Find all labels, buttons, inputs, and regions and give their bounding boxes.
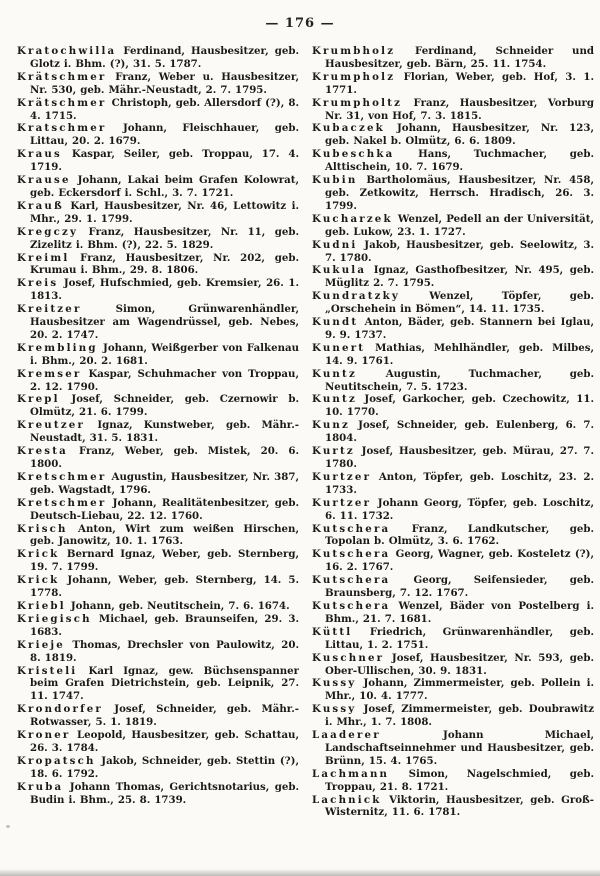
directory-entry: Krondorfer Josef, Schneider, geb. Mähr.-Rotwasser, 5. 1. 1819. xyxy=(17,703,299,729)
entry-surname: Krause xyxy=(17,174,71,187)
directory-entry: Kubin Bartholomäus, Hausbesitzer, Nr. 458, geb. Zetkowitz, Herrsch. Hradisch, 26. 3. 1799. xyxy=(312,174,594,212)
directory-entry: Krätschmer Franz, Weber u. Hausbesitzer, Nr. 530, geb. Mähr.-Neustadt, 2. 7. 1795. xyxy=(17,70,299,96)
entry-surname: Kresta xyxy=(17,445,68,458)
entry-surname: Kuschner xyxy=(312,651,385,664)
directory-entry: Kutschera Georg, Seifensieder, geb. Braunsberg, 7. 12. 1767. xyxy=(312,574,594,600)
entry-surname: Kroner xyxy=(17,729,71,742)
entry-surname: Kristeli xyxy=(17,664,78,677)
entry-surname: Kudni xyxy=(312,238,358,251)
directory-entry: Kriebl Johann, geb. Neutitschein, 7. 6. 1674. xyxy=(17,599,290,612)
entry-surname: Kutschera xyxy=(312,599,391,612)
entry-surname: Kundt xyxy=(312,316,359,329)
directory-entry: Kreiml Franz, Hausbesitzer, Nr. 202, geb. Krumau i. Bhm., 29. 8. 1806. xyxy=(17,251,299,277)
directory-entry: Kubeschka Hans, Tuchmacher, geb. Alttischein, 10. 7. 1679. xyxy=(312,148,594,174)
entry-surname: Kreitzer xyxy=(17,303,82,316)
entry-surname: Lachnick xyxy=(312,793,382,806)
directory-entry: Kunz Josef, Schneider, geb. Eulenberg, 6. 7. 1804. xyxy=(312,419,594,445)
directory-entry: Kreitzer Simon, Grünwarenhändler, Hausbesitzer am Wagendrüssel, geb. Nebes, 20. 2. 1747. xyxy=(17,303,299,341)
entry-surname: Kurtzer xyxy=(312,470,372,483)
directory-entry: Krisch Anton, Wirt zum weißen Hirschen, geb. Janowitz, 10. 1. 1763. xyxy=(17,522,299,548)
entry-surname: Krauß xyxy=(17,199,64,212)
entry-surname: Kundratzky xyxy=(312,290,401,303)
directory-entry: Kratochwilla Ferdinand, Hausbesitzer, geb. Glotz i. Bhm. (?), 31. 5. 1787. xyxy=(17,45,299,70)
directory-entry: Kutschera Franz, Landkutscher, geb. Topolan b. Olmütz, 3. 6. 1762. xyxy=(312,522,594,548)
entry-surname: Kropatsch xyxy=(17,754,96,767)
directory-entry: Lachnick Viktorin, Hausbesitzer, geb. Groß-Wisternitz, 11. 6. 1781. xyxy=(312,793,594,819)
entry-surname: Kutschera xyxy=(312,574,391,587)
directory-entry: Kropatsch Jakob, Schneider, geb. Stettin (?), 18. 6. 1792. xyxy=(17,754,299,780)
entry-surname: Krisch xyxy=(17,522,68,535)
entry-surname: Kutschera xyxy=(312,522,391,535)
entry-surname: Kubin xyxy=(312,174,358,187)
entry-surname: Kratschmer xyxy=(17,122,107,135)
text-columns xyxy=(0,31,600,857)
entry-surname: Kunz xyxy=(312,419,351,432)
directory-entry: Kretschmer Johann, Realitätenbesitzer, geb. Deutsch-Liebau, 22. 12. 1760. xyxy=(17,496,299,522)
entry-surname: Kunert xyxy=(312,341,366,354)
directory-entry: Kraus Kaspar, Seiler, geb. Troppau, 17. 4. 1719. xyxy=(17,148,299,174)
directory-entry: Kriegisch Michael, geb. Braunseifen, 29. 3. 1683. xyxy=(17,612,299,638)
directory-entry: Kreis Josef, Hufschmied, geb. Kremsier, 26. 1. 1813. xyxy=(17,277,299,303)
directory-entry: Kudni Jakob, Hausbesitzer, geb. Seelowitz, 3. 7. 1780. xyxy=(312,238,594,264)
entry-surname: Kurtzer xyxy=(312,496,372,509)
entry-surname: Krumpholtz xyxy=(312,96,403,109)
entry-surname: Laaderer xyxy=(312,729,381,742)
entry-surname: Kubaczek xyxy=(312,122,385,135)
entry-surname: Kratochwilla xyxy=(17,45,117,57)
directory-entry: Kubaczek Johann, Hausbesitzer, Nr. 123, geb. Nakel b. Olmütz, 6. 6. 1809. xyxy=(312,122,594,148)
directory-entry: Kundt Anton, Bäder, geb. Stannern bei Iglau, 9. 9. 1737. xyxy=(312,316,594,341)
entry-surname: Kussy xyxy=(312,677,357,690)
directory-entry: Lachmann Simon, Nagelschmied, geb. Troppau, 21. 8. 1721. xyxy=(312,767,594,793)
entry-surname: Kretschmer xyxy=(17,470,107,483)
directory-entry: Laaderer Johann Michael, Landschaftseinnehmer und Hausbesitzer, geb. Brünn, 15. 4. 1765. xyxy=(312,729,594,767)
entry-surname: Krumbholz xyxy=(312,45,396,57)
directory-entry: Krätschmer Christoph, geb. Allersdorf (?), 8. 4. 1715. xyxy=(17,96,299,122)
directory-entry: Krumpholz Florian, Weber, geb. Hof, 3. 1. 1771. xyxy=(312,70,594,96)
entry-surname: Kruba xyxy=(17,780,64,793)
directory-entry: Kurtz Josef, Hausbesitzer, geb. Mürau, 27. 7. 1780. xyxy=(312,445,594,470)
directory-entry: Krause Johann, Lakai beim Grafen Kolowrat, geb. Eckersdorf i. Schl., 3. 7. 1721. xyxy=(17,174,299,199)
directory-entry: Kunert Mathias, Mehlhändler, geb. Milbes, 14. 9. 1761. xyxy=(312,341,594,367)
entry-surname: Kreutzer xyxy=(17,419,86,432)
directory-entry: Kuntz Josef, Garkocher, geb. Czechowitz, 11. 10. 1770. xyxy=(312,393,594,419)
entry-surname: Kurtz xyxy=(312,445,355,458)
directory-entry: Kruba Johann Thomas, Gerichtsnotarius, geb. Budin i. Bhm., 25. 8. 1739. xyxy=(17,780,299,806)
directory-entry: Krumpholtz Franz, Hausbesitzer, Vorburg Nr. 31, von Hof, 7. 3. 1815. xyxy=(312,96,594,122)
directory-entry: Kundratzky Wenzel, Töpfer, geb. „Orschehein in Bömen“, 14. 11. 1735. xyxy=(312,290,594,316)
entry-surname: Kutschera xyxy=(312,548,391,561)
directory-entry: Krick Bernard Ignaz, Weber, geb. Sternberg, 19. 7. 1799. xyxy=(17,548,299,574)
directory-entry: Kucharzek Wenzel, Pedell an der Universität, geb. Lukow, 23. 1. 1727. xyxy=(312,212,594,238)
directory-entry: Krieje Thomas, Drechsler von Paulowitz, 20. 8. 1819. xyxy=(17,638,299,664)
directory-entry: Kutschera Georg, Wagner, geb. Kosteletz (?), 16. 2. 1767. xyxy=(312,548,594,574)
entry-surname: Krätschmer xyxy=(17,96,107,109)
directory-entry: Kurtzer Anton, Töpfer, geb. Loschitz, 23. 2. 1733. xyxy=(312,470,594,496)
entry-surname: Krondorfer xyxy=(17,703,103,716)
scan-artifact-speck xyxy=(6,825,10,828)
page-number: — 176 — xyxy=(265,16,335,31)
entry-surname: Krepl xyxy=(17,393,60,406)
entry-surname: Krätschmer xyxy=(17,70,107,83)
entry-surname: Kuntz xyxy=(312,367,357,380)
scan-edge-shadow xyxy=(0,869,600,876)
directory-entry: Krick Johann, Weber, geb. Sternberg, 14. 5. 1778. xyxy=(17,574,299,600)
directory-entry: Kuntz Augustin, Tuchmacher, geb. Neutitschein, 7. 5. 1723. xyxy=(312,367,594,393)
directory-entry: Krepl Josef, Schneider, geb. Czernowir b. Olmütz, 21. 6. 1799. xyxy=(17,393,299,419)
entry-surname: Kukula xyxy=(312,264,367,277)
right-column xyxy=(312,45,594,857)
entry-surname: Krieje xyxy=(17,638,65,651)
directory-entry: Kussy Johann, Zimmermeister, geb. Pollein i. Mhr., 10. 4. 1777. xyxy=(312,677,594,703)
directory-entry: Kregczy Franz, Hausbesitzer, Nr. 11, geb. Zizelitz i. Bhm. (?), 22. 5. 1829. xyxy=(17,225,299,251)
entry-surname: Kubeschka xyxy=(312,148,395,161)
entry-surname: Krembling xyxy=(17,341,98,354)
entry-surname: Küttl xyxy=(312,625,353,638)
directory-entry: Kuschner Josef, Hausbesitzer, Nr. 593, geb. Ober-Ullischen, 30. 9. 1831. xyxy=(312,651,594,677)
directory-entry: Kurtzer Johann Georg, Töpfer, geb. Loschitz, 6. 11. 1732. xyxy=(312,496,594,522)
entry-surname: Kriegisch xyxy=(17,612,92,625)
entry-surname: Kreis xyxy=(17,277,59,290)
directory-entry: Kroner Leopold, Hausbesitzer, geb. Schattau, 26. 3. 1784. xyxy=(17,729,299,754)
entry-surname: Kuntz xyxy=(312,393,357,406)
directory-entry: Küttl Friedrich, Grünwarenhändler, geb. Littau, 1. 2. 1751. xyxy=(312,625,594,651)
left-column xyxy=(17,45,299,857)
directory-entry: Kremser Kaspar, Schuhmacher von Troppau, 2. 12. 1790. xyxy=(17,367,299,393)
directory-entry: Krembling Johann, Weißgerber von Falkenau i. Bhm., 20. 2. 1681. xyxy=(17,341,299,367)
entry-surname: Kraus xyxy=(17,148,62,161)
directory-entry: Kreutzer Ignaz, Kunstweber, geb. Mähr.-Neustadt, 31. 5. 1831. xyxy=(17,419,299,445)
entry-surname: Krick xyxy=(17,574,60,587)
entry-surname: Kremser xyxy=(17,367,82,380)
entry-surname: Kretschmer xyxy=(17,496,107,509)
entry-surname: Kriebl xyxy=(17,599,66,612)
entry-surname: Krumpholz xyxy=(312,70,396,83)
entry-surname: Krick xyxy=(17,548,60,561)
entry-surname: Kregczy xyxy=(17,225,79,238)
entry-surname: Kucharzek xyxy=(312,212,393,225)
directory-entry: Kretschmer Augustin, Hausbesitzer, Nr. 387, geb. Wagstadt, 1796. xyxy=(17,470,299,496)
directory-entry: Krumbholz Ferdinand, Schneider und Hausbesitzer, geb. Bärn, 25. 11. 1754. xyxy=(312,45,594,70)
entry-surname: Lachmann xyxy=(312,767,390,780)
directory-entry: Kresta Franz, Weber, geb. Mistek, 20. 6. 1800. xyxy=(17,445,299,470)
directory-entry: Kussy Josef, Zimmermeister, geb. Doubrawitz i. Mhr., 1. 7. 1808. xyxy=(312,703,594,729)
directory-entry: Kratschmer Johann, Fleischhauer, geb. Littau, 20. 2. 1679. xyxy=(17,122,299,148)
directory-entry: Krauß Karl, Hausbesitzer, Nr. 46, Lettowitz i. Mhr., 29. 1. 1799. xyxy=(17,199,299,225)
entry-surname: Kussy xyxy=(312,703,357,716)
directory-entry: Kutschera Wenzel, Bäder von Postelberg i. Bhm., 21. 7. 1681. xyxy=(312,599,594,625)
entry-surname: Kreiml xyxy=(17,251,70,264)
directory-entry: Kukula Ignaz, Gasthofbesitzer, Nr. 495, geb. Müglitz 2. 7. 1795. xyxy=(312,264,594,290)
directory-entry: Kristeli Karl Ignaz, gew. Büchsenspanner beim Grafen Dietrichstein, geb. Leipnik, 27. 11. 1747. xyxy=(17,664,299,703)
